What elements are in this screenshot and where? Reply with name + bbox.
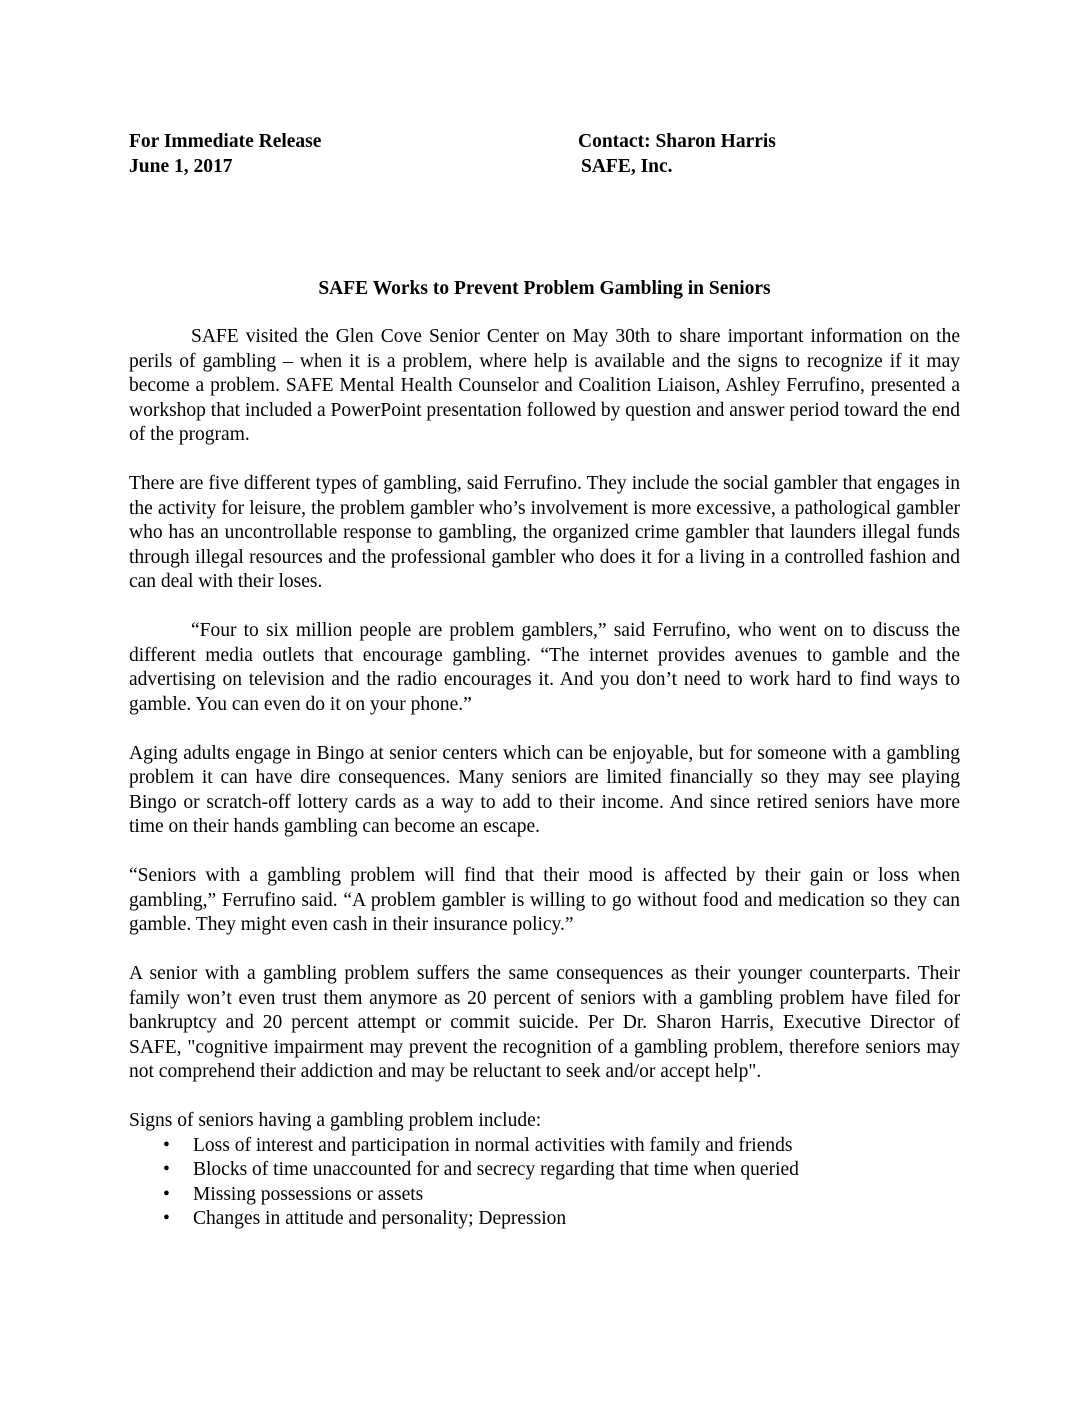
release-label: For Immediate Release: [129, 131, 322, 152]
list-item: [163, 1134, 960, 1159]
list-item-text: Changes in attitude and personality; Depression: [193, 1208, 567, 1229]
list-item-text: Loss of interest and participation in normal activities with family and friends: [193, 1134, 793, 1156]
list-item: [163, 1183, 960, 1208]
signs-list: [129, 1134, 960, 1232]
release-info: [129, 129, 321, 179]
article-body: [129, 325, 960, 1232]
signs-intro: Signs of seniors having a gambling problem include:: [129, 1110, 542, 1131]
contact-name: Contact: Sharon Harris: [578, 131, 776, 152]
bullet-icon: •: [163, 1208, 170, 1229]
paragraph-types: There are five different types of gambling, said Ferrufino. They include the social gambler that engages in the activity for leisure, the problem gambler who’s involvement is more excessive, a pathological gambler who has an uncontrollable response to gambling, the organized crime gambler that launders illegal funds through illegal resources and the professional gambler who does it for a living in a controlled fashion and can deal with their loses.: [129, 473, 960, 592]
contact-organization: SAFE, Inc.: [581, 156, 673, 177]
bullet-icon: •: [163, 1134, 170, 1156]
release-date: June 1, 2017: [129, 156, 233, 177]
list-item-text: Blocks of time unaccounted for and secrecy regarding that time when queried: [193, 1159, 799, 1180]
list-item: [163, 1158, 960, 1183]
bullet-icon: •: [163, 1183, 170, 1205]
list-item-text: Missing possessions or assets: [193, 1183, 424, 1205]
paragraph-workshop: SAFE visited the Glen Cove Senior Center on May 30th to share important information on the perils of gambling – when it is a problem, where help is available and the signs to recognize if it may become a problem. SAFE Mental Health Counselor and Coalition Liaison, Ashley Ferrufino, presented a workshop that included a PowerPoint presentation followed by question and answer period toward the end of the program.: [129, 326, 960, 445]
contact-info: [578, 129, 776, 179]
paragraph-aging-adults: Aging adults engage in Bingo at senior centers which can be enjoyable, but for someone with a gambling problem it can have dire consequences. Many seniors are limited financially so they may see playing Bingo or scratch-off lottery cards as a way to add to their income. And since retired seniors have more time on their hands gambling can become an escape.: [129, 742, 960, 837]
paragraph-mood: “Seniors with a gambling problem will find that their mood is affected by their gain or loss when gambling,” Ferrufino said. “A problem gambler is willing to go without food and medication so they can gamble. They might even cash in their insurance policy.”: [129, 865, 960, 935]
paragraph-media: “Four to six million people are problem gamblers,” said Ferrufino, who went on to discuss the different media outlets that encourage gambling. “The internet provides avenues to gamble and the advertising on television and the radio encourages it. And you don’t need to work hard to find ways to gamble. You can even do it on your phone.”: [129, 620, 960, 715]
document-title: SAFE Works to Prevent Problem Gambling in Seniors: [318, 278, 771, 299]
bullet-icon: •: [163, 1159, 170, 1180]
list-item: [163, 1207, 960, 1232]
paragraph-consequences: A senior with a gambling problem suffers the same consequences as their younger counterparts. Their family won’t even trust them anymore as 20 percent of seniors with a gambling problem have filed for bankruptcy and 20 percent attempt or commit suicide. Per Dr. Sharon Harris, Executive Director of SAFE, "cognitive impairment may prevent the recognition of a gambling problem, therefore seniors may not comprehend their addiction and may be reluctant to seek and/or accept help".: [129, 963, 960, 1082]
